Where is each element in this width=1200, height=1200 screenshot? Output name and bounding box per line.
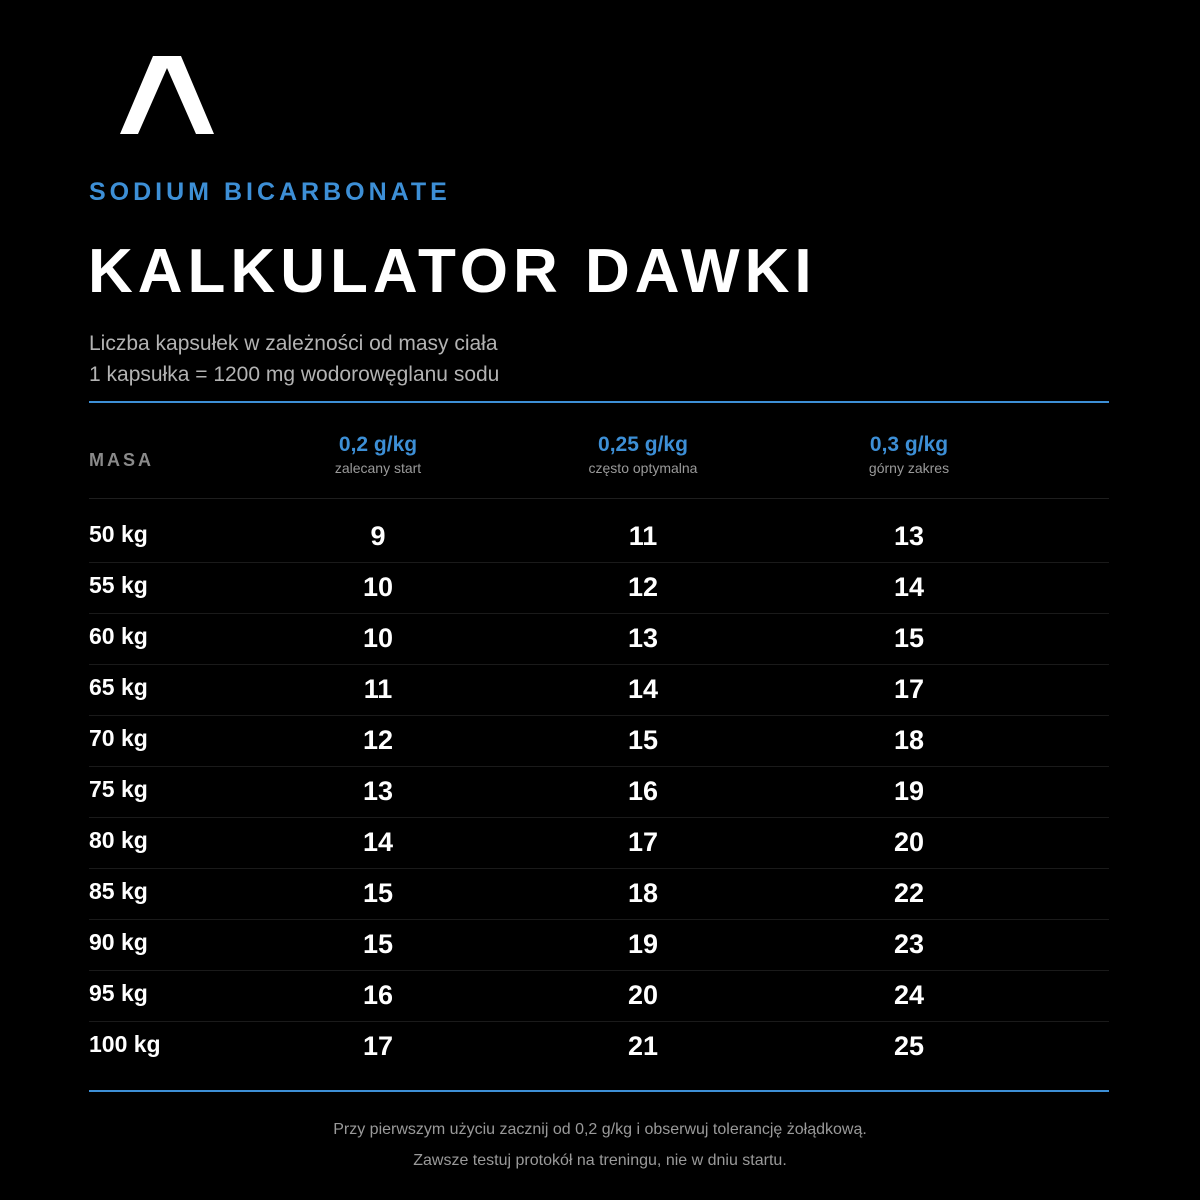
table-row: [89, 563, 1109, 614]
row-mass: 70 kg: [89, 725, 148, 751]
table-row: [89, 512, 1109, 563]
bottom-divider: [89, 1090, 1109, 1092]
dose-cell: 9: [370, 521, 386, 551]
dose-cell: 15: [893, 623, 925, 653]
dose-cell: 17: [893, 674, 925, 704]
table-header: [89, 420, 1109, 499]
mass-column-header: MASA: [89, 450, 154, 470]
top-divider: [89, 401, 1109, 403]
row-mass: 95 kg: [89, 980, 148, 1006]
dose-cell: 13: [627, 623, 659, 653]
dose-cell: 21: [627, 1031, 659, 1061]
dose-cell: 13: [362, 776, 394, 806]
dose-cell: 14: [362, 827, 394, 857]
subtitle-line-2: 1 kapsułka = 1200 mg wodorowęglanu sodu: [89, 363, 500, 386]
dose-cell: 15: [627, 725, 659, 755]
table-row: [89, 767, 1109, 818]
page-title: KALKULATOR DAWKI: [88, 237, 817, 306]
column-rate: 0,2 g/kg: [338, 433, 418, 456]
dose-cell: 17: [362, 1031, 394, 1061]
row-mass: 90 kg: [89, 929, 148, 955]
row-mass: 75 kg: [89, 776, 148, 802]
footer-note: [0, 1114, 1200, 1176]
row-mass: 50 kg: [89, 521, 148, 547]
chevron-up-logo-icon: [120, 56, 214, 134]
row-mass: 55 kg: [89, 572, 148, 598]
dose-cell: 12: [627, 572, 659, 602]
column-note: zalecany start: [334, 460, 422, 476]
dose-cell: 22: [893, 878, 925, 908]
dose-cell: 16: [627, 776, 659, 806]
table-row: [89, 869, 1109, 920]
table-row: [89, 665, 1109, 716]
footer-line-1: Przy pierwszym użyciu zacznij od 0,2 g/kg i obserwuj tolerancję żołądkową.: [333, 1121, 867, 1138]
table-row: [89, 1022, 1109, 1072]
dose-cell: 16: [362, 980, 394, 1010]
column-note: często optymalna: [588, 460, 698, 476]
dose-cell: 11: [628, 521, 658, 551]
page-subtitle: [89, 328, 499, 390]
dose-cell: 20: [893, 827, 925, 857]
product-eyebrow: SODIUM BICARBONATE: [89, 178, 451, 206]
column-header-high: [789, 432, 1029, 478]
column-rate: 0,25 g/kg: [598, 433, 688, 456]
table-row: [89, 920, 1109, 971]
table-row: [89, 716, 1109, 767]
row-mass: 85 kg: [89, 878, 148, 904]
dose-cell: 18: [627, 878, 659, 908]
dose-cell: 25: [893, 1031, 925, 1061]
dose-cell: 10: [362, 572, 394, 602]
dose-cell: 11: [363, 674, 393, 704]
row-mass: 100 kg: [89, 1031, 161, 1057]
table-row: [89, 971, 1109, 1022]
dose-cell: 20: [627, 980, 659, 1010]
row-mass: 60 kg: [89, 623, 148, 649]
dose-cell: 12: [362, 725, 394, 755]
table-row: [89, 818, 1109, 869]
dose-cell: 17: [627, 827, 659, 857]
dose-table-body: [89, 512, 1109, 1072]
row-mass: 65 kg: [89, 674, 148, 700]
dose-cell: 19: [627, 929, 659, 959]
dose-cell: 15: [362, 929, 394, 959]
column-header-low: [258, 432, 498, 478]
footer-line-2: Zawsze testuj protokół na treningu, nie w dniu startu.: [413, 1152, 787, 1169]
table-row: [89, 614, 1109, 665]
dose-cell: 15: [362, 878, 394, 908]
column-rate: 0,3 g/kg: [869, 433, 949, 456]
dose-cell: 24: [893, 980, 925, 1010]
dose-cell: 18: [893, 725, 925, 755]
dose-cell: 14: [893, 572, 925, 602]
dose-cell: 13: [893, 521, 925, 551]
dose-cell: 10: [362, 623, 394, 653]
column-note: górny zakres: [868, 460, 950, 476]
column-header-mid: [523, 432, 763, 478]
dose-cell: 14: [627, 674, 659, 704]
dose-cell: 19: [893, 776, 925, 806]
subtitle-line-1: Liczba kapsułek w zależności od masy ciała: [89, 332, 498, 355]
row-mass: 80 kg: [89, 827, 148, 853]
dose-cell: 23: [893, 929, 925, 959]
